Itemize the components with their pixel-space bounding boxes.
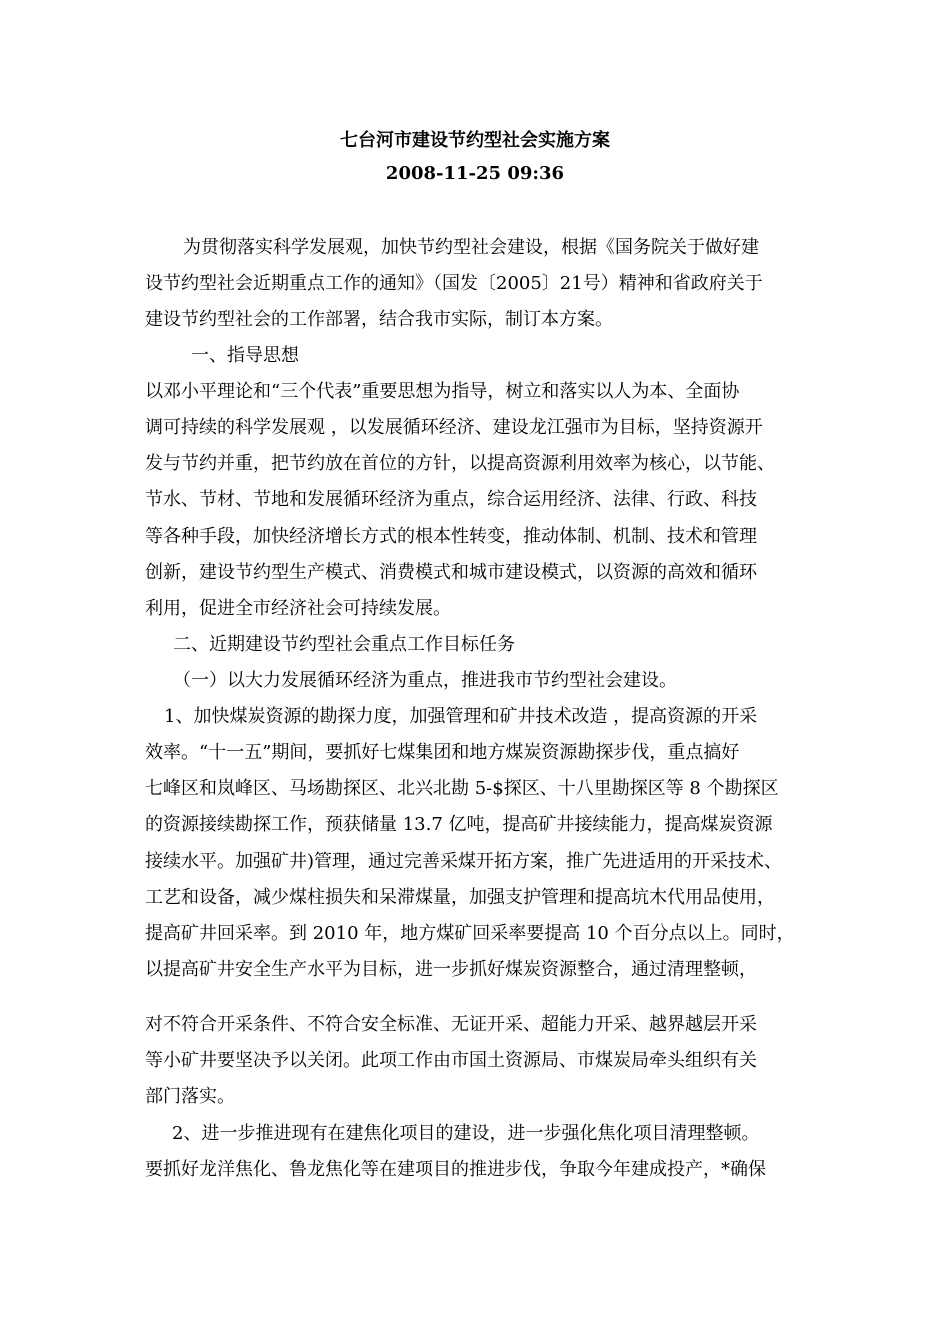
- paragraph-line: 工艺和设备，减少煤柱损失和呆滞煤量，加强支护管理和提高坑木代用品使用，: [145, 887, 775, 908]
- paragraph-line: 部门落实。: [145, 1086, 235, 1107]
- paragraph-line: 效率。“十一五”期间，要抓好七煤集团和地方煤炭资源勘探步伐，重点搞好: [145, 742, 740, 763]
- paragraph-line: 节水、节材、节地和发展循环经济为重点，综合运用经济、法律、行政、科技: [145, 489, 757, 510]
- paragraph-line: 设节约型社会近期重点工作的通知》（国发〔2005〕21号）精神和省政府关于: [145, 273, 763, 294]
- paragraph-line: 要抓好龙洋焦化、鲁龙焦化等在建项目的推进步伐，争取今年建成投产，*确保: [145, 1159, 766, 1180]
- paragraph-line: 的资源接续勘探工作，预获储量 13.7 亿吨，提高矿井接续能力，提高煤炭资源: [145, 814, 773, 835]
- paragraph-line: 建设节约型社会的工作部署，结合我市实际，制订本方案。: [145, 309, 613, 330]
- section-heading: 一、指导思想: [191, 345, 299, 366]
- paragraph-line: 创新，建设节约型生产模式、消费模式和城市建设模式，以资源的高效和循环: [145, 562, 757, 583]
- paragraph-line: 1、加快煤炭资源的勘探力度，加强管理和矿井技术改造 ，提高资源的开采: [164, 706, 758, 727]
- paragraph-line: 等各种手段，加快经济增长方式的根本性转变，推动体制、机制、技术和管理: [145, 526, 757, 547]
- subsection-heading: （一）以大力发展循环经济为重点，推进我市节约型社会建设。: [173, 670, 677, 691]
- paragraph-line: 接续水平。加强矿井)管理，通过完善采煤开拓方案，推广先进适用的开采技术、: [145, 851, 783, 872]
- paragraph-line: 以邓小平理论和“三个代表”重要思想为指导，树立和落实以人为本、全面协: [145, 381, 740, 402]
- document-datetime: 2008-11-25 09:36: [385, 163, 565, 184]
- paragraph-line: 调可持续的科学发展观 ，以发展循环经济、建设龙江强市为目标，坚持资源开: [145, 417, 763, 438]
- paragraph-line: 利用，促进全市经济社会可持续发展。: [145, 598, 451, 619]
- paragraph-line: 对不符合开采条件、不符合安全标准、无证开采、超能力开采、越界越层开采: [145, 1014, 757, 1035]
- paragraph-line: 2、进一步推进现有在建焦化项目的建设，进一步强化焦化项目清理整顿。: [172, 1123, 760, 1144]
- paragraph-line: 发与节约并重，把节约放在首位的方针，以提高资源利用效率为核心，以节能、: [145, 453, 775, 474]
- paragraph-line: 为贯彻落实科学发展观，加快节约型社会建设，根据《国务院关于做好建: [183, 237, 759, 258]
- paragraph-line: 等小矿井要坚决予以关闭。此项工作由市国土资源局、市煤炭局牵头组织有关: [145, 1050, 757, 1071]
- paragraph-line: 七峰区和岚峰区、马场勘探区、北兴北勘 5-$探区、十八里勘探区等 8 个勘探区: [145, 778, 779, 799]
- paragraph-line: 以提高矿井安全生产水平为目标，进一步抓好煤炭资源整合，通过清理整顿，: [145, 959, 757, 980]
- section-heading: 二、近期建设节约型社会重点工作目标任务: [173, 634, 515, 655]
- document-title: 七台河市建设节约型社会实施方案: [340, 130, 610, 151]
- paragraph-line: 提高矿井回采率。到 2010 年，地方煤矿回采率要提高 10 个百分点以上。同时，: [145, 923, 795, 944]
